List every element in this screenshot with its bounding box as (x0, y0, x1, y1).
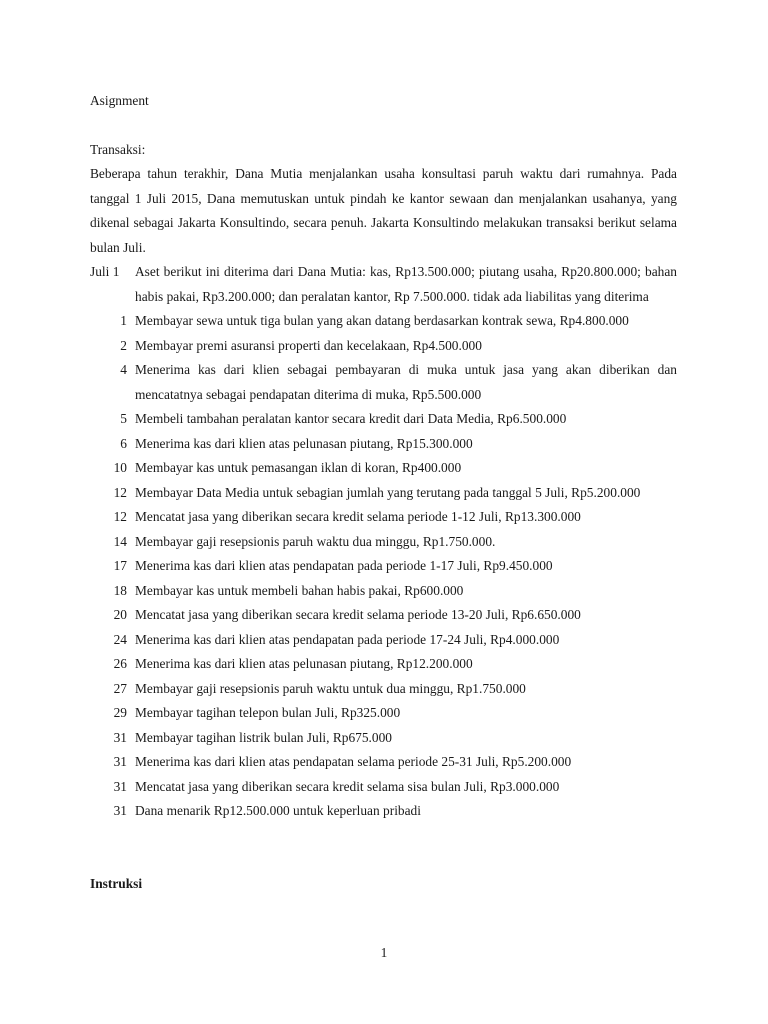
document-title: Asignment (90, 93, 149, 108)
transaction-text: Membayar tagihan telepon bulan Juli, Rp325.000 (135, 705, 401, 720)
transaction-day: 31 (113, 729, 127, 745)
transaction-day: 17 (113, 558, 127, 573)
transaction-entry (90, 309, 677, 334)
transaction-day: 31 (113, 754, 127, 769)
transaction-entry (90, 775, 677, 800)
transaction-entry (90, 628, 677, 653)
transaction-entry (90, 677, 677, 702)
transaction-day: 5 (120, 411, 127, 426)
transaction-entry (90, 701, 677, 726)
transaction-entry (90, 334, 677, 359)
transaction-entry (90, 603, 677, 628)
transaction-text: Membayar kas untuk pemasangan iklan di koran, Rp400.000 (135, 460, 462, 475)
transaction-text: Menerima kas dari klien atas pelunasan piutang, Rp15.300.000 (135, 435, 473, 451)
instruksi-heading: Instruksi (90, 876, 143, 891)
transaction-text: Aset berikut ini diterima dari Dana Mutia: kas, Rp13.500.000; piutang usaha, Rp20.800.000; bahan habis pakai, Rp3.200.000; dan peralatan kantor, Rp 7.500.000. tidak ada liabilitas yang diterima (135, 264, 677, 304)
section-label-transaksi: Transaksi: (90, 142, 146, 157)
transaction-text: Membeli tambahan peralatan kantor secara kredit dari Data Media, Rp6.500.000 (135, 411, 567, 426)
transaction-entry (90, 407, 677, 432)
transaction-entry (90, 652, 677, 677)
transaction-day: 27 (113, 680, 127, 696)
transaction-day: 31 (113, 778, 127, 794)
transaction-entry (90, 260, 677, 309)
transaction-day: 31 (113, 803, 127, 818)
transaction-entry (90, 554, 677, 579)
transaction-entry (90, 481, 677, 506)
transaction-day: Juli 1 (90, 264, 120, 279)
transaction-text: Menerima kas dari klien atas pelunasan piutang, Rp12.200.000 (135, 656, 473, 671)
transaction-day: 29 (113, 705, 127, 720)
transaction-text: Mencatat jasa yang diberikan secara kredit selama periode 13-20 Juli, Rp6.650.000 (135, 607, 581, 622)
transaction-day: 14 (113, 533, 127, 549)
transaction-day: 20 (113, 607, 127, 622)
transaction-entry (90, 579, 677, 604)
transaction-text: Menerima kas dari klien atas pendapatan selama periode 25-31 Juli, Rp5.200.000 (135, 754, 572, 769)
transaction-day: 12 (113, 509, 127, 524)
transaction-entry (90, 750, 677, 775)
transaction-day: 4 (120, 362, 127, 377)
transaction-day: 12 (113, 484, 127, 500)
transaction-day: 24 (113, 631, 127, 647)
transaction-text: Menerima kas dari klien sebagai pembayaran di muka untuk jasa yang akan diberikan dan mencatatnya sebagai pendapatan diterima di muka, Rp5.500.000 (135, 362, 677, 402)
intro-paragraph: Beberapa tahun terakhir, Dana Mutia menjalankan usaha konsultasi paruh waktu dari rumahnya. Pada tanggal 1 Juli 2015, Dana memutuskan untuk pindah ke kantor sewaan dan menjalankan usahanya, yang dikenal sebagai Jakarta Konsultindo, secara penuh. Jakarta Konsultindo melakukan transaksi berikut selama bulan Juli. (90, 166, 677, 255)
page-number: 1 (380, 945, 388, 960)
transaction-text: Menerima kas dari klien atas pendapatan pada periode 1-17 Juli, Rp9.450.000 (135, 558, 553, 573)
transaction-entry (90, 530, 677, 555)
transaction-entry (90, 505, 677, 530)
transaction-day: 6 (120, 435, 127, 451)
transaction-text: Membayar gaji resepsionis paruh waktu untuk dua minggu, Rp1.750.000 (135, 680, 526, 696)
transaction-text: Dana menarik Rp12.500.000 untuk keperluan pribadi (135, 803, 421, 818)
transaction-text: Mencatat jasa yang diberikan secara kredit selama sisa bulan Juli, Rp3.000.000 (135, 778, 560, 794)
transaction-entry (90, 726, 677, 751)
transaction-entry (90, 358, 677, 407)
transaction-day: 18 (113, 582, 127, 598)
transaction-text: Membayar gaji resepsionis paruh waktu dua minggu, Rp1.750.000. (135, 533, 496, 549)
transaction-entry (90, 799, 677, 824)
transaction-text: Membayar Data Media untuk sebagian jumlah yang terutang pada tanggal 5 Juli, Rp5.200.000 (135, 484, 641, 500)
transaction-entry (90, 432, 677, 457)
transaction-entry (90, 456, 677, 481)
transaction-list (90, 260, 677, 824)
transaction-text: Membayar kas untuk membeli bahan habis pakai, Rp600.000 (135, 582, 464, 598)
transaction-text: Mencatat jasa yang diberikan secara kredit selama periode 1-12 Juli, Rp13.300.000 (135, 509, 581, 524)
transaction-text: Membayar sewa untuk tiga bulan yang akan datang berdasarkan kontrak sewa, Rp4.800.000 (135, 313, 629, 328)
transaction-day: 2 (120, 337, 127, 353)
transaction-text: Membayar premi asuransi properti dan kecelakaan, Rp4.500.000 (135, 337, 482, 353)
transaction-day: 26 (113, 656, 127, 671)
transaction-day: 1 (120, 313, 127, 328)
transaction-text: Membayar tagihan listrik bulan Juli, Rp675.000 (135, 729, 392, 745)
transaction-day: 10 (113, 460, 127, 475)
transaction-text: Menerima kas dari klien atas pendapatan pada periode 17-24 Juli, Rp4.000.000 (135, 631, 560, 647)
